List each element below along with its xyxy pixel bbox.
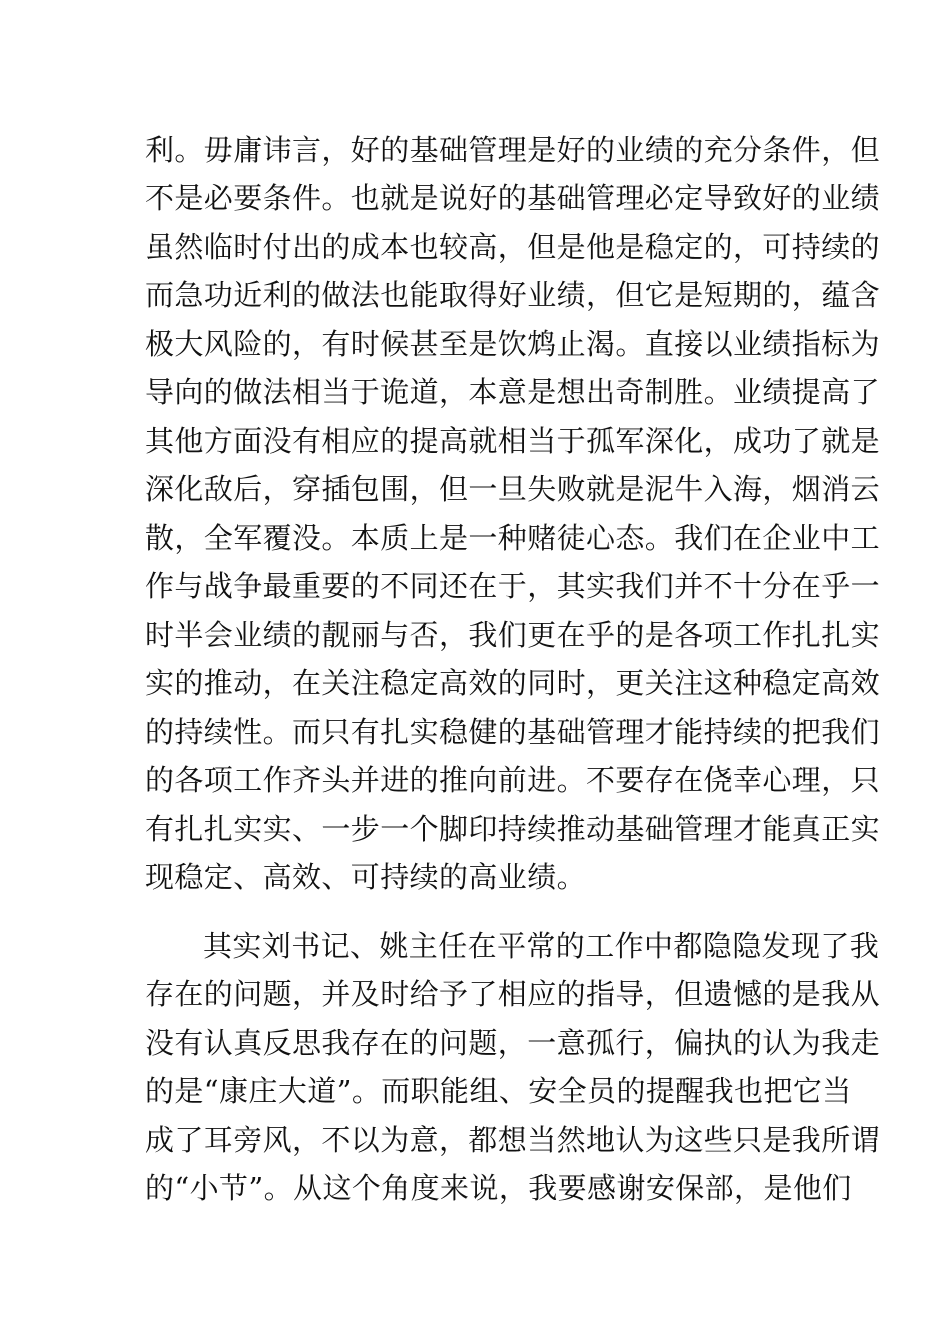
text-line: 利。毋庸讳言，好的基础管理是好的业绩的充分条件，但 xyxy=(145,133,881,167)
text-line: 导向的做法相当于诡道，本意是想出奇制胜。业绩提高了 xyxy=(145,375,881,409)
text-line: 不是必要条件。也就是说好的基础管理必定导致好的业绩 xyxy=(145,181,881,215)
text-line: 时半会业绩的靓丽与否，我们更在乎的是各项工作扎扎实 xyxy=(145,618,881,652)
text-line: 极大风险的，有时候甚至是饮鸩止渴。直接以业绩指标为 xyxy=(145,327,881,361)
text-line: 的“小节”。从这个角度来说，我要感谢安保部，是他们 xyxy=(145,1171,852,1205)
text-line: 其他方面没有相应的提高就相当于孤军深化，成功了就是 xyxy=(145,424,881,458)
text-line: 散，全军覆没。本质上是一种赌徒心态。我们在企业中工 xyxy=(145,521,881,555)
text-line: 实的推动，在关注稳定高效的同时，更关注这种稳定高效 xyxy=(145,666,881,700)
text-line: 深化敌后，穿插包围，但一旦失败就是泥牛入海，烟消云 xyxy=(145,472,881,506)
paragraph-first-line: 其实刘书记、姚主任在平常的工作中都隐隐发现了我 xyxy=(203,929,880,963)
text-line: 有扎扎实实、一步一个脚印持续推动基础管理才能真正实 xyxy=(145,812,881,846)
text-line: 成了耳旁风，不以为意，都想当然地认为这些只是我所谓 xyxy=(145,1123,881,1157)
text-line: 作与战争最重要的不同还在于，其实我们并不十分在乎一 xyxy=(145,569,881,603)
text-line: 没有认真反思我存在的问题，一意孤行，偏执的认为我走 xyxy=(145,1026,881,1060)
text-line: 而急功近利的做法也能取得好业绩，但它是短期的，蕴含 xyxy=(145,278,881,312)
text-line: 存在的问题，并及时给予了相应的指导，但遗憾的是我从 xyxy=(145,977,881,1011)
text-line: 的各项工作齐头并进的推向前进。不要存在侥幸心理，只 xyxy=(145,763,881,797)
text-line: 的是“康庄大道”。而职能组、安全员的提醒我也把它当 xyxy=(145,1074,852,1108)
text-line: 虽然临时付出的成本也较高，但是他是稳定的，可持续的 xyxy=(145,230,881,264)
text-line: 现稳定、高效、可持续的高业绩。 xyxy=(145,860,587,894)
text-line: 的持续性。而只有扎实稳健的基础管理才能持续的把我们 xyxy=(145,715,881,749)
